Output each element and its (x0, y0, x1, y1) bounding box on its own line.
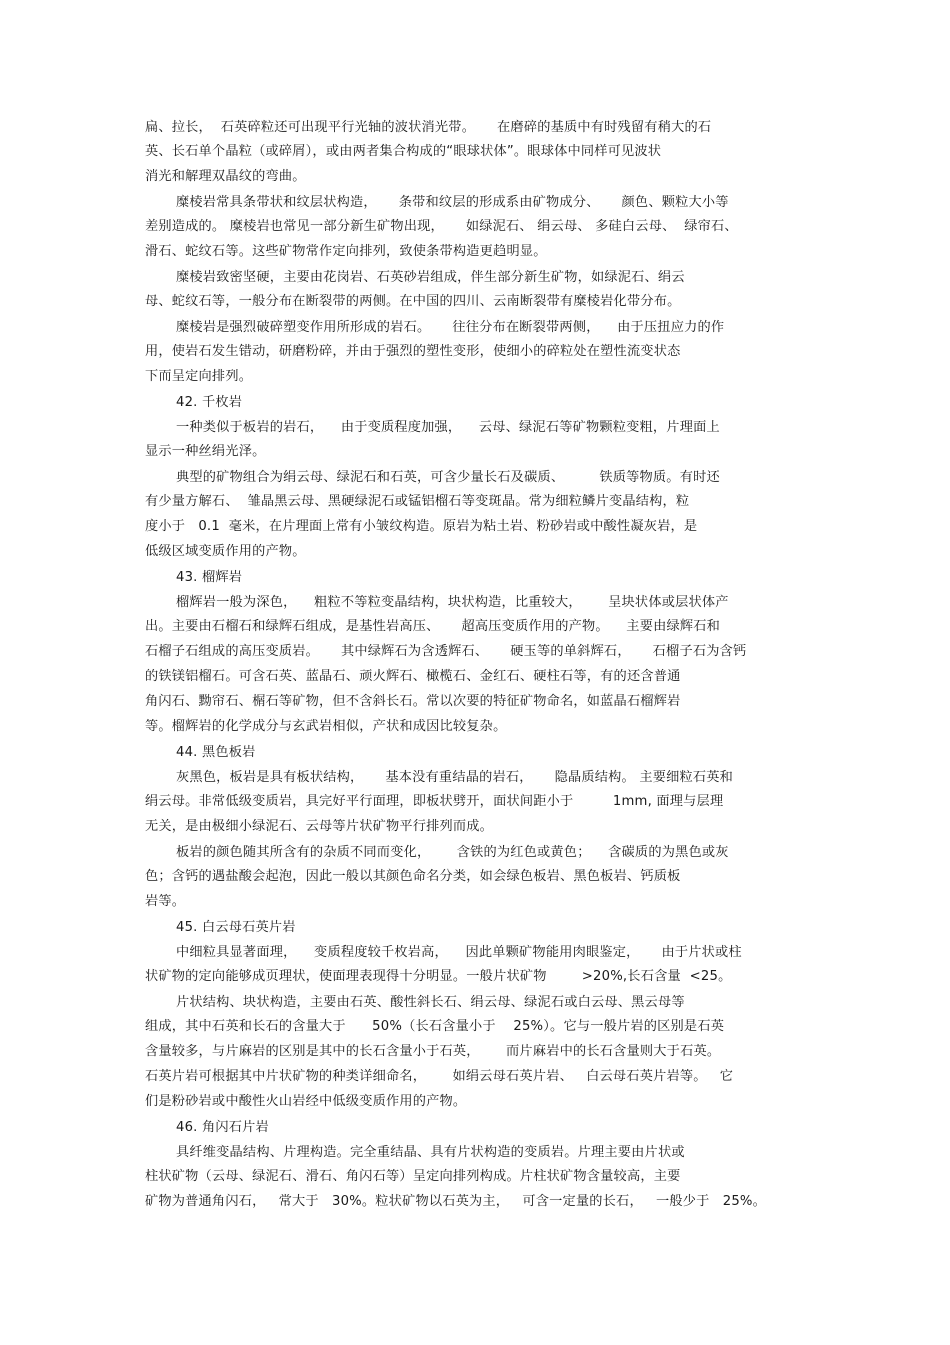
text-line: 板岩的颜色随其所含有的杂质不同而变化， 含铁的为红色或黄色； 含碳质的为黑色或灰 (176, 845, 729, 860)
text-line: 含量较多，与片麻岩的区别是其中的长石含量小于石英， 而片麻岩中的长石含量则大于石英。 (145, 1044, 721, 1059)
text-line: 中细粒具显著面理， 变质程度较千枚岩高， 因此单颗矿物能用肉眼鉴定， 由于片状或柱 (176, 945, 742, 960)
section-heading: 42. 千枚岩 (176, 395, 243, 410)
text-line: 组成，其中石英和长石的含量大于 50%（长石含量小于 25%）。它与一般片岩的区别是石英 (145, 1019, 725, 1034)
section-heading: 43. 榴辉岩 (176, 570, 243, 585)
text-line: 扁、拉长， 石英碎粒还可出现平行光轴的波状消光带。 在磨碎的基质中有时残留有稍大的石 (145, 120, 712, 135)
text-line: 消光和解理双晶纹的弯曲。 (145, 169, 306, 184)
section-heading: 44. 黑色板岩 (176, 745, 256, 760)
text-line: 片状结构、块状构造，主要由石英、酸性斜长石、绢云母、绿泥石或白云母、黑云母等 (176, 995, 685, 1010)
text-line: 有少量方解石、 雏晶黑云母、黑硬绿泥石或锰铝榴石等变斑晶。常为细粒鳞片变晶结构，粒 (145, 494, 690, 509)
text-line: 色；含钙的遇盐酸会起泡，因此一般以其颜色命名分类，如会绿色板岩、黑色板岩、钙质板 (145, 869, 681, 884)
text-line: 柱状矿物（云母、绿泥石、滑石、角闪石等）呈定向排列构成。片柱状矿物含量较高，主要 (145, 1169, 681, 1184)
text-line: 糜棱岩常具条带状和纹层状构造， 条带和纹层的形成系由矿物成分、 颜色、颗粒大小等 (176, 195, 729, 210)
text-line: 等。榴辉岩的化学成分与玄武岩相似，产状和成因比较复杂。 (145, 719, 507, 734)
text-line: 榴辉岩一般为深色， 粗粒不等粒变晶结构，块状构造，比重较大， 呈块状体或层状体产 (176, 595, 729, 610)
text-line: 岩等。 (145, 894, 186, 909)
text-line: 石英片岩可根据其中片状矿物的种类详细命名， 如绢云母石英片岩、 白云母石英片岩等。 它 (145, 1069, 734, 1084)
text-line: 母、蛇纹石等，一般分布在断裂带的两侧。在中国的四川、云南断裂带有糜棱岩化带分布。 (145, 294, 681, 309)
text-line: 石榴子石组成的高压变质岩。 其中绿辉石为含透辉石、 硬玉等的单斜辉石， 石榴子石为含钙 (145, 644, 747, 659)
section-heading: 46. 角闪石片岩 (176, 1120, 269, 1135)
text-line: 灰黑色，板岩是具有板状结构， 基本没有重结晶的岩石， 隐晶质结构。 主要细粒石英和 (176, 770, 734, 785)
text-line: 一种类似于板岩的岩石， 由于变质程度加强， 云母、绿泥石等矿物颗粒变粗，片理面上 (176, 420, 720, 435)
text-line: 低级区域变质作用的产物。 (145, 544, 306, 559)
text-line: 具纤维变晶结构、片理构造。完全重结晶、具有片状构造的变质岩。片理主要由片状或 (176, 1145, 685, 1160)
text-line: 糜棱岩是强烈破碎塑变作用所形成的岩石。 往往分布在断裂带两侧， 由于压扭应力的作 (176, 320, 725, 335)
text-line: 无关，是由极细小绿泥石、云母等片状矿物平行排列而成。 (145, 819, 494, 834)
text-line: 典型的矿物组合为绢云母、绿泥石和石英，可含少量长石及碳质、 铁质等物质。有时还 (176, 470, 720, 485)
text-line: 矿物为普通角闪石， 常大于 30%。粒状矿物以石英为主， 可含一定量的长石， 一般少于 25%。 (145, 1194, 767, 1209)
text-line: 角闪石、黝帘石、榍石等矿物，但不含斜长石。常以次要的特征矿物命名，如蓝晶石榴辉岩 (145, 694, 681, 709)
section-heading: 45. 白云母石英片岩 (176, 920, 296, 935)
text-line: 状矿物的定向能够成页理状，使面理表现得十分明显。一般片状矿物 >20%,长石含量 <25。 (145, 969, 732, 984)
text-line: 们是粉砂岩或中酸性火山岩经中低级变质作用的产物。 (145, 1094, 467, 1109)
text-line: 的铁镁铝榴石。可含石英、蓝晶石、顽火辉石、橄榄石、金红石、硬柱石等，有的还含普通 (145, 669, 681, 684)
text-line: 出。主要由石榴石和绿辉石组成，是基性岩高压、 超高压变质作用的产物。 主要由绿辉石和 (145, 619, 721, 634)
text-line: 绢云母。非常低级变质岩，具完好平行面理，即板状劈开，面状间距小于 1mm, 面理与层理 (145, 794, 724, 809)
text-line: 滑石、蛇纹石等。这些矿物常作定向排列，致使条带构造更趋明显。 (145, 244, 547, 259)
text-line: 显示一种丝绢光泽。 (145, 444, 266, 459)
text-line: 用，使岩石发生错动，研磨粉碎，并由于强烈的塑性变形，使细小的碎粒处在塑性流变状态 (145, 344, 681, 359)
text-line: 糜棱岩致密坚硬，主要由花岗岩、石英砂岩组成，伴生部分新生矿物，如绿泥石、绢云 (176, 270, 685, 285)
text-line: 差别造成的。 糜棱岩也常见一部分新生矿物出现， 如绿泥石、 绢云母、 多硅白云母、 绿帘石、 (145, 219, 738, 234)
text-line: 下而呈定向排列。 (145, 369, 253, 384)
text-line: 英、长石单个晶粒（或碎屑），或由两者集合构成的“眼球状体”。眼球体中同样可见波状 (145, 144, 662, 159)
text-line: 度小于 0.1 毫米，在片理面上常有小皱纹构造。原岩为粘土岩、粉砂岩或中酸性凝灰岩，是 (145, 519, 698, 534)
